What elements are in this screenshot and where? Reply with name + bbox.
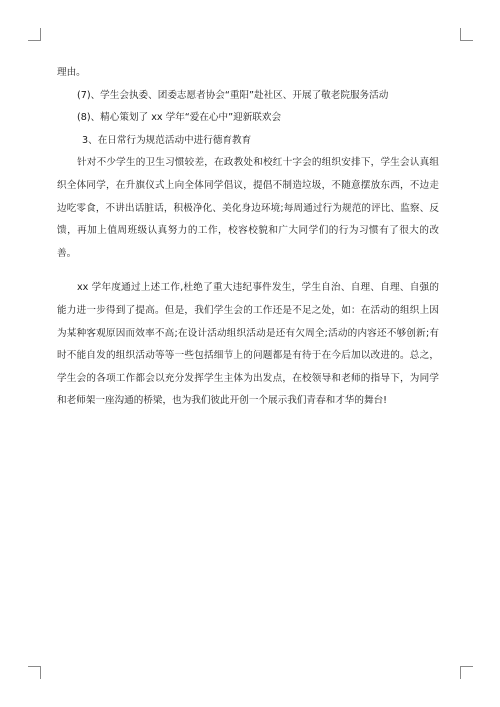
document-page xyxy=(57,62,439,413)
paragraph: 针对不少学生的卫生习惯较差，在政教处和校红十字会的组织安排下，学生会认真组织全体同学，在升旗仪式上向全体同学倡议，提倡不制造垃圾，不随意摆放东西，不边走边吃零食，不讲出话脏话，积极净化、美化身边环境;每周通过行为规范的评比、监察、反馈，再加上值周班级认真努力的工作，校容校貌和广大同学们的行为习惯有了很大的改善。 xyxy=(57,157,439,259)
crop-mark-bottom-left xyxy=(28,666,41,679)
list-item: (8)、精心策划了 xx 学年“爱在心中”迎新联欢会 xyxy=(77,112,282,124)
section-heading: 3、在日常行为规范活动中进行德育教育 xyxy=(82,134,252,146)
crop-mark-top-left xyxy=(28,28,41,41)
continuation-text: 理由。 xyxy=(57,67,86,78)
crop-mark-top-right xyxy=(460,28,473,41)
list-item: (7)、学生会执委、团委志愿者协会“重阳”赴社区、开展了敬老院服务活动 xyxy=(77,89,389,101)
crop-mark-bottom-right xyxy=(460,666,473,679)
paragraph: xx 学年度通过上述工作,杜绝了重大违纪事件发生，学生自治、自理、自理、自强的能力进一步得到了提高。但是，我们学生会的工作还是不足之处，如：在活动的组织上因为某种客观原因而效率不高;在设计活动组织活动是还有欠周全;活动的内容还不够创新;有时不能自发的组织活动等等一些包括细节上的问题都是有待于在今后加以改进的。总之，学生会的各项工作都会以充分发挥学生主体为出发点，在校领导和老师的指导下，为同学和老师架一座沟通的桥梁，也为我们彼此开创一个展示我们青春和才华的舞台! xyxy=(57,282,439,407)
